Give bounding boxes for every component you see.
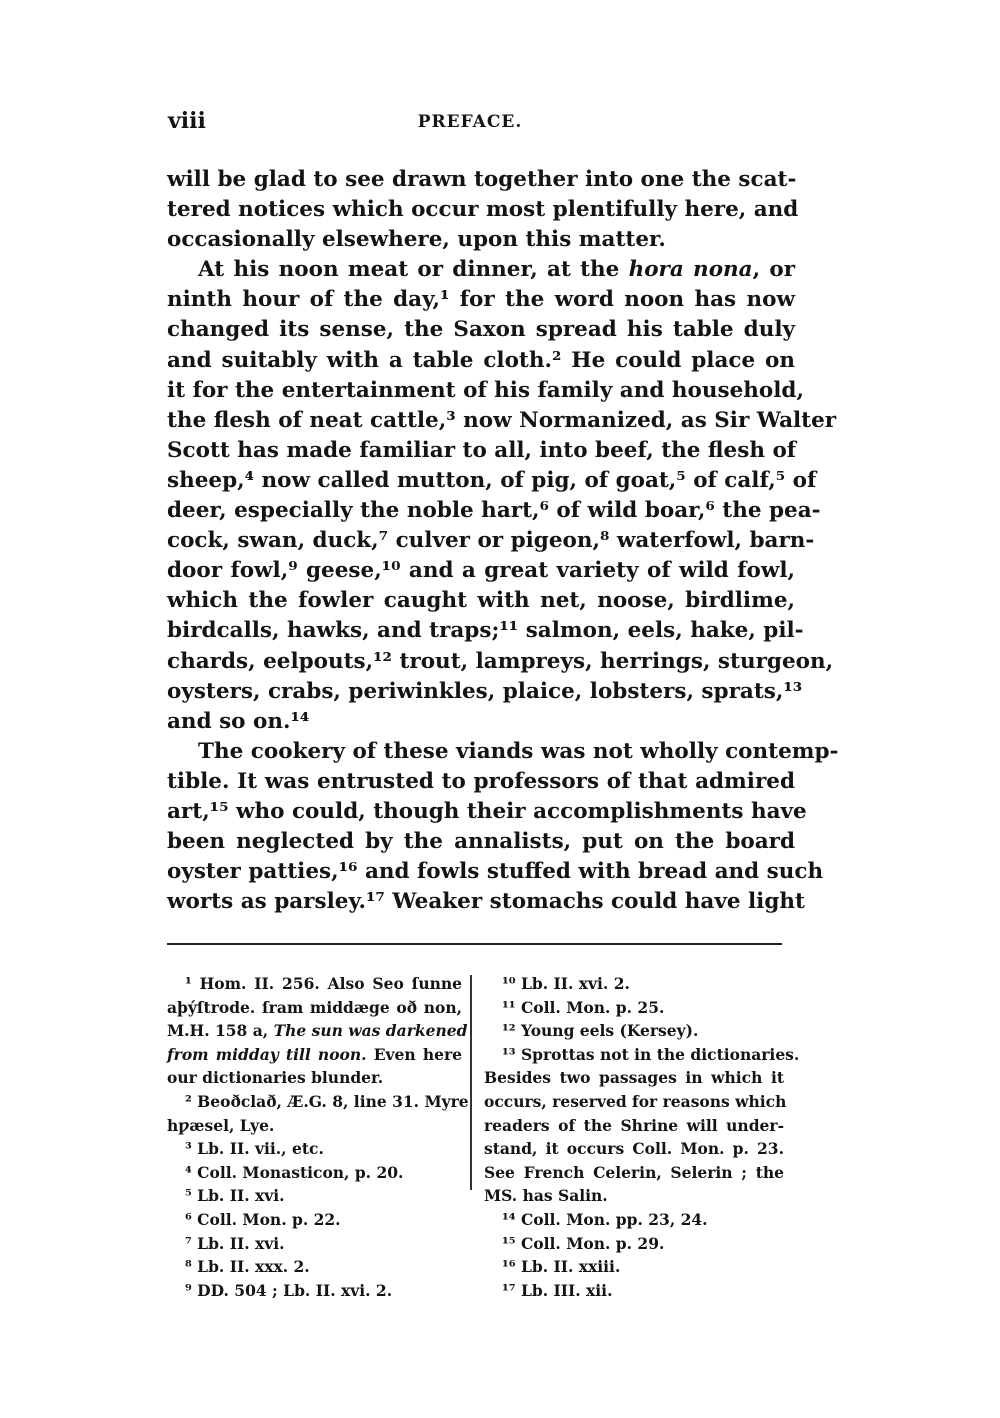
footnote-line: ¹⁷ Lb. III. xii. bbox=[502, 1280, 613, 1300]
body-line: The cookery of these viands was not wholly contemp- bbox=[198, 738, 839, 764]
body-line: the flesh of neat cattle,³ now Normanized, as Sir Walter bbox=[167, 407, 837, 433]
body-line: deer, especially the noble hart,⁶ of wild boar,⁶ the pea- bbox=[167, 498, 821, 524]
footnote-line: ¹⁶ Lb. II. xxiii. bbox=[502, 1257, 621, 1277]
footnote-line: ¹ Hom. II. 256. Also Seo ſunne bbox=[185, 974, 462, 993]
footnotes-right-column bbox=[484, 972, 800, 1302]
text-segment: At his noon meat or dinner, at the bbox=[198, 257, 629, 283]
body-line: chards, eelpouts,¹² trout, lampreys, herrings, sturgeon, bbox=[167, 648, 834, 674]
page-number: viii bbox=[168, 108, 206, 134]
body-text bbox=[167, 165, 839, 917]
body-line: will be glad to see drawn together into one the scat- bbox=[167, 167, 797, 192]
text-segment: Even here bbox=[366, 1044, 462, 1064]
body-line: tered notices which occur most plentifully here, and bbox=[167, 197, 799, 223]
body-line: oyster patties,¹⁶ and fowls stuffed with bread and such bbox=[167, 859, 824, 885]
footnote-rule bbox=[167, 943, 782, 945]
body-line: it for the entertainment of his family and household, bbox=[167, 377, 804, 403]
footnote-line bbox=[167, 1019, 468, 1043]
footnote-line: hƿæsel, Lye. bbox=[167, 1115, 275, 1135]
footnote-line: ² Beoðclað, Æ.G. 8, line 31. Myre bbox=[185, 1091, 469, 1111]
footnote-line: ⁶ Coll. Mon. p. 22. bbox=[185, 1209, 341, 1229]
footnote-line: ¹¹ Coll. Mon. p. 25. bbox=[502, 997, 665, 1017]
body-line: art,¹⁵ who could, though their accomplishments have bbox=[167, 798, 807, 824]
footnote-line: aþýſtrode. ſram middæge oð non, bbox=[167, 997, 462, 1017]
footnote-line: readers of the Shrine will under- bbox=[484, 1115, 784, 1135]
footnote-line: ⁴ Coll. Monasticon, p. 20. bbox=[185, 1162, 404, 1182]
footnote-line: See French Celerin, Selerin ; the bbox=[484, 1162, 784, 1182]
footnote-line: ¹² Young eels (Kersey). bbox=[502, 1021, 699, 1041]
body-line: worts as parsley.¹⁷ Weaker stomachs could have light bbox=[167, 889, 805, 915]
body-line: tible. It was entrusted to professors of that admired bbox=[167, 768, 795, 794]
body-line: ninth hour of the day,¹ for the word noon has now bbox=[167, 287, 795, 313]
footnotes-left-column bbox=[167, 972, 469, 1302]
footnote-line: stand, it occurs Coll. Mon. p. 23. bbox=[484, 1139, 784, 1159]
footnote-line: ¹⁰ Lb. II. xvi. 2. bbox=[502, 974, 630, 993]
footnote-line bbox=[167, 1043, 462, 1067]
body-line: oysters, crabs, periwinkles, plaice, lobsters, sprats,¹³ bbox=[167, 678, 803, 704]
footnote-line: our dictionaries blunder. bbox=[167, 1068, 384, 1088]
footnote-line: occurs, reserved for reasons which bbox=[484, 1091, 787, 1111]
footnote-line: MS. has Salin. bbox=[484, 1186, 608, 1206]
italic-text: from midday till noon. bbox=[167, 1044, 367, 1064]
body-line: cock, swan, duck,⁷ culver or pigeon,⁸ waterfowl, barn- bbox=[167, 528, 815, 554]
italic-text: hora nona bbox=[628, 257, 753, 283]
body-line: and suitably with a table cloth.² He could place on bbox=[167, 347, 795, 373]
footnote-line: ¹⁵ Coll. Mon. p. 29. bbox=[502, 1233, 665, 1253]
footnote-line: ³ Lb. II. vii., etc. bbox=[185, 1139, 324, 1159]
text-segment: , or bbox=[752, 257, 796, 283]
footnote-column-divider bbox=[470, 975, 472, 1190]
body-line: which the fowler caught with net, noose, birdlime, bbox=[167, 588, 795, 614]
footnote-line: ¹³ Sprottas not in the dictionaries. bbox=[502, 1044, 800, 1064]
body-line: sheep,⁴ now called mutton, of pig, of goat,⁵ of calf,⁵ of bbox=[167, 467, 817, 493]
body-line: occasionally elsewhere, upon this matter. bbox=[167, 227, 666, 253]
body-line: and so on.¹⁴ bbox=[167, 708, 310, 734]
text-segment: M.H. 158 a, bbox=[167, 1021, 274, 1041]
footnote-line: ⁵ Lb. II. xvi. bbox=[185, 1186, 285, 1206]
footnote-line: ⁷ Lb. II. xvi. bbox=[185, 1233, 285, 1253]
italic-text: The sun was darkened bbox=[273, 1021, 468, 1041]
body-line: door fowl,⁹ geese,¹⁰ and a great variety of wild fowl, bbox=[167, 558, 795, 584]
footnote-line: ⁹ DD. 504 ; Lb. II. xvi. 2. bbox=[185, 1280, 393, 1300]
footnote-line: ⁸ Lb. II. xxx. 2. bbox=[185, 1257, 310, 1277]
body-line: been neglected by the annalists, put on the board bbox=[167, 829, 795, 855]
footnote-line: ¹⁴ Coll. Mon. pp. 23, 24. bbox=[502, 1209, 708, 1229]
body-line bbox=[167, 255, 795, 285]
running-title: PREFACE. bbox=[417, 112, 523, 132]
body-line: Scott has made familiar to all, into beef, the flesh of bbox=[167, 437, 797, 463]
body-line: changed its sense, the Saxon spread his table duly bbox=[167, 317, 795, 343]
footnote-line: Besides two passages in which it bbox=[484, 1068, 784, 1088]
body-line: birdcalls, hawks, and traps;¹¹ salmon, eels, hake, pil- bbox=[167, 618, 804, 644]
